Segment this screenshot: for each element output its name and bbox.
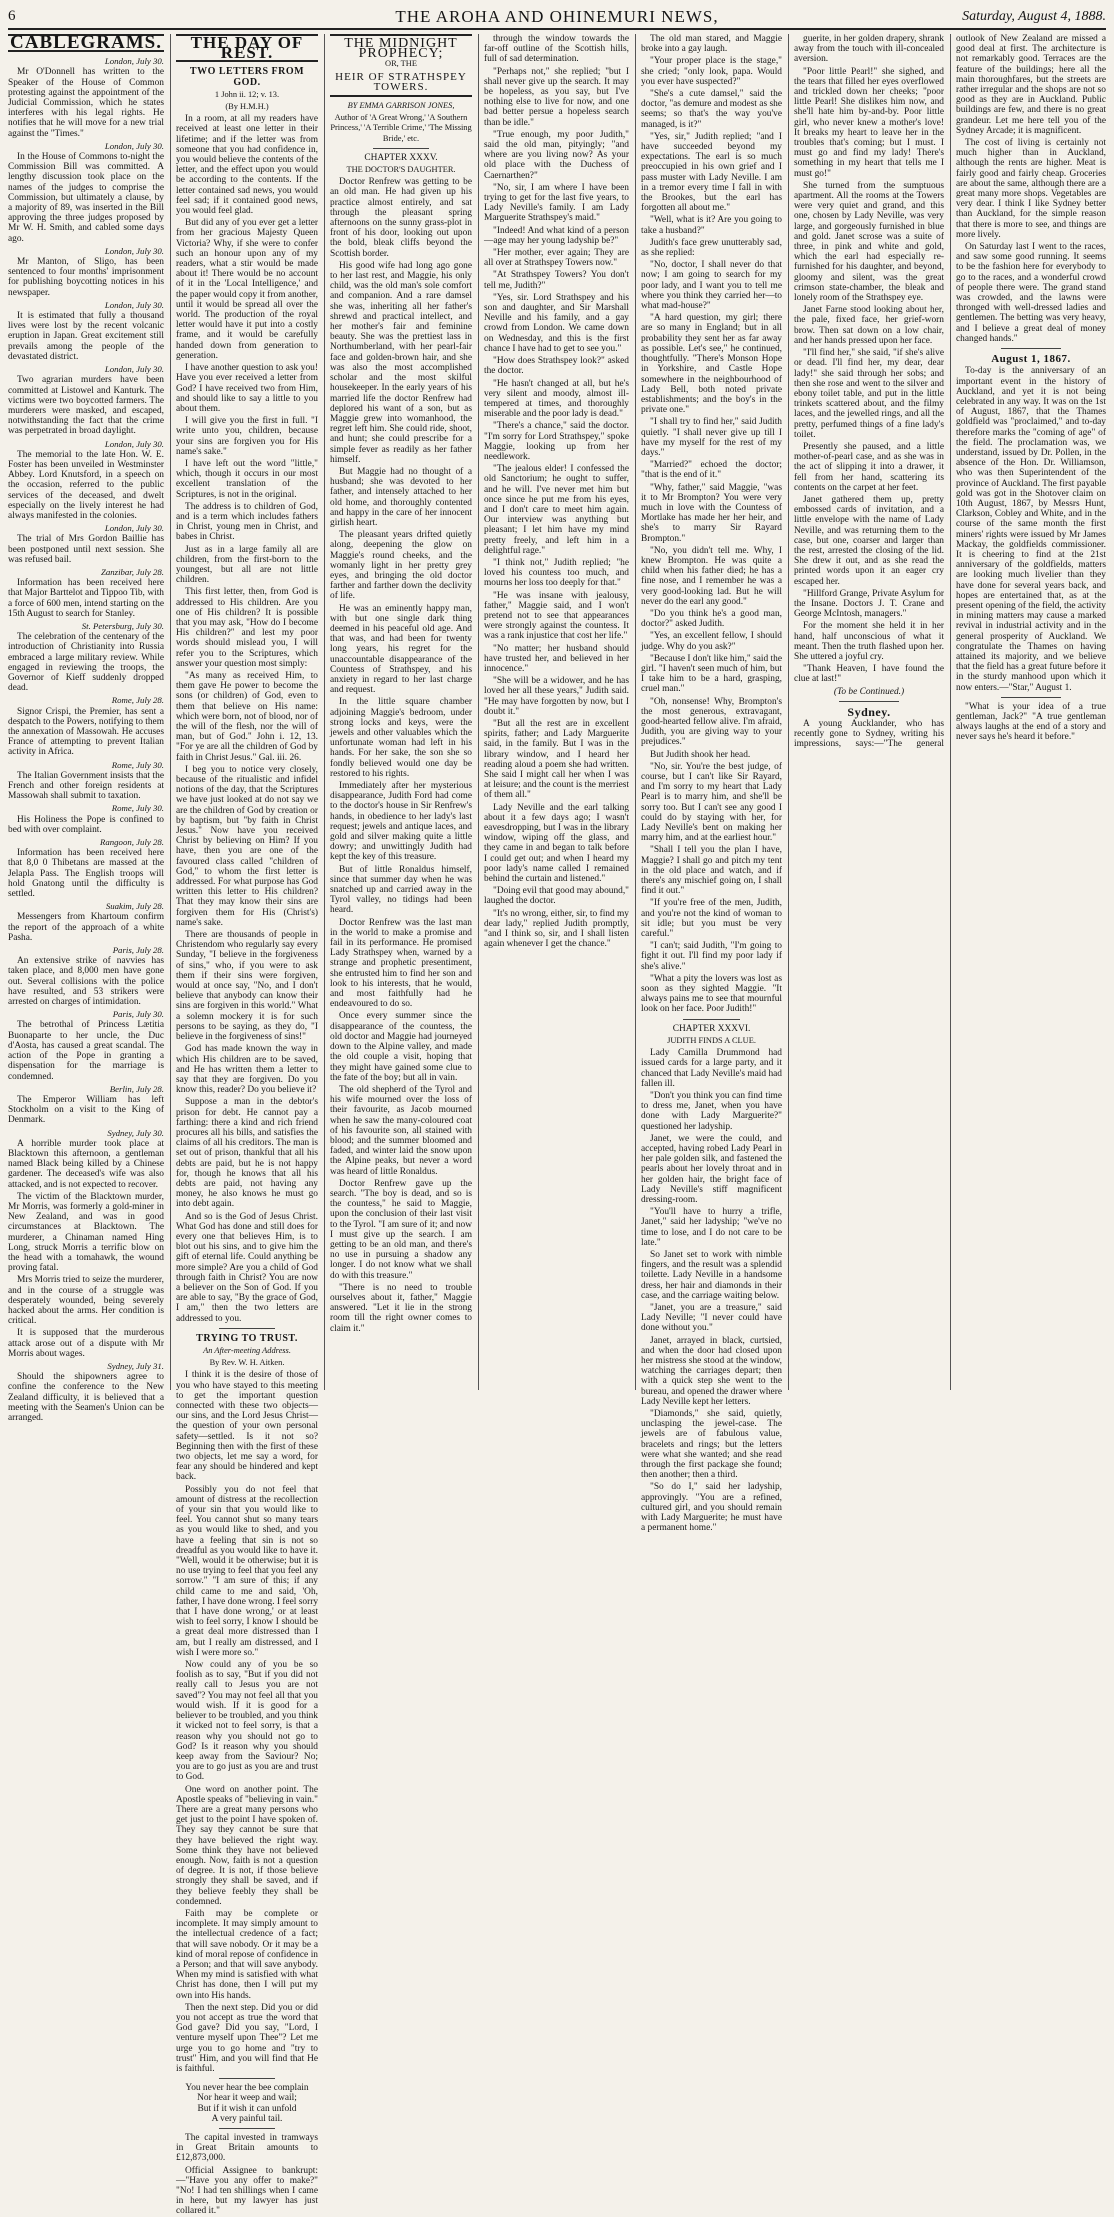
paragraph: "As many as received Him, to them gave He power to become the sons (or children) of God, even to them that believe on His name: which were born, not of blood, nor of the will of the flesh, nor the will of man, but of God." John i. 12, 13. "For ye are all the children of God by faith in Christ Jesus." Gal. iii. 26. <box>176 670 318 763</box>
paragraph: "No, sir. You're the best judge, of course, but I can't like Sir Rayard, and I'm sorry to my heart that Lady Pearl is to marry him, and she'll be sorry too. But I can't see any good I could do by staying with her, for Lady Neville's bent on making her marry him, and at the earliest hour." <box>641 761 782 844</box>
paragraph: In the little square chamber adjoining Maggie's bedroom, under strong locks and keys, were the jewels and other valuables which the unfortunate woman had left in his hands. For her sake, the son she so fondly believed would one day be restored to his rights. <box>330 697 472 779</box>
verse-line: You never hear the bee complain <box>185 2083 309 2094</box>
divider <box>219 1328 276 1329</box>
cablegram-item: Information has been received here that 8,0 0 Thibetans are massed at the Jelapla Pass. The English troops will hold Gnatong until the difficulty is settled. <box>8 848 164 900</box>
article-author: (By H.M.H.) <box>225 102 269 112</box>
dateline: London, July 30. <box>104 523 164 534</box>
paragraph: I have left out the word "little," which, though it occurs in our most excellent translation of the Scriptures, is not in the original. <box>176 458 318 500</box>
paragraph: Now could any of you be so foolish as to say, "But if you did not really call to Jesus you are not saved"? You may not feel all that you would wish. If it is good for a believer to be troubled, and you think it wicked not to feel sorry, is that a reason why you should not go to God? Is it reason why you should keep away from the Saviour? No; you are to go just as you are and trust to God. <box>176 1660 318 1783</box>
paragraph: "Perhaps not," she replied; "but I shall never give up the search. It may be hopeless, as you say, but I've nothing else to live for now, and one bad better persue a hopeless search than be idle." <box>484 66 629 128</box>
story-body <box>330 177 472 1334</box>
verse-line: But if it wish it can unfold <box>197 2103 297 2114</box>
dateline: London, July 30. <box>104 438 164 449</box>
paragraph: But Judith shook her head. <box>650 749 751 760</box>
paragraph: On Saturday last I went to the races, and saw some good running. It seems to be the fashion here for everybody to go to the races, and a wonderful crowd of people there were. The grand stand was crowded, and the lawns were thronged with well-dressed ladies and gentlemen. The betting was very heavy, and I believe a great deal of money changed hands." <box>956 242 1106 344</box>
article-author: By Rev. W. H. Aitken. <box>209 1358 285 1368</box>
paragraph: "Oh, nonsense! Why, Brompton's the most generous, extravagant, good-hearted fellow alive. I'm afraid, Judith, you are giving way to your prejudices." <box>641 696 782 748</box>
paragraph: A young Aucklander, who has recently gone to Sydney, writing his impressions, says:—"The general outlook of New Zealand are missed a good deal at first. The architecture is not remarkably good. Terraces are the feature of the buildings; here all the main thoroughfares, but the streets are rather irregular and the shops are not so good as they are in Auckland. Public buildings are few, and there is no great grandeur. Let me here tell you of the Sydney Arcade; it is magnificent. <box>794 34 1106 750</box>
cablegram-item: Information has been received here that Major Barttelot and Tippoo Tib, with a force of 600 men, intend starting on the 15th August to search for Stanley. <box>8 578 164 619</box>
cablegram-item: Messengers from Khartoum confirm the report of the approach of a white Pasha. <box>8 912 164 943</box>
august-heading: August 1, 1867. <box>991 353 1071 366</box>
paragraph: "Indeed! And what kind of a person—age may her young ladyship be?" <box>484 225 629 246</box>
page-header <box>8 6 1106 30</box>
to-be-continued: (To be Continued.) <box>833 686 905 697</box>
paragraph: "You'll have to hurry a trifle, Janet," said her ladyship; "we've no time to lose, and I do not care to be late." <box>641 1207 782 1248</box>
day-of-rest-title: THE DAY OF REST. <box>176 34 318 62</box>
divider <box>1001 697 1061 698</box>
paragraph: Faith may be complete or incomplete. It may simply amount to the intellectual credence of a fact; that will save nobody. Or it may be a kind of moral repose of confidence in a Person; and that will save anybody. When my mind is satisfied with what Christ has done, then I will put my own into His hands. <box>176 1908 318 2001</box>
paragraph: "How does Strathspey look?" asked the doctor. <box>484 356 629 377</box>
dateline: Paris, July 30. <box>112 1009 164 1020</box>
paragraph: Official Assignee to bankrupt:—"Have you any offer to make?" "No! I had ten shillings when I came in here, but my lawyer has just collared it." <box>176 2165 318 2217</box>
dateline: Sydney, July 30. <box>107 1127 164 1138</box>
paragraph: His good wife had long ago gone to her last rest, and Maggie, his only child, was the old man's sole comfort and companion. And a rare damsel she was, inheriting all her father's shrewd and practical intellect, and her mother's fair and feminine beauty. She was the prettiest lass in Northumberland, with her pearl-fair face and golden-brown hair, and she was also the most accomplished scholar and the most skilful housekeeper. In the early years of his married life the doctor Renfrew had deplored his want of a son, but as Maggie grew into womanhood, the regret left him. She could ride, shoot, and hunt; she could prescribe for a simple fever as readily as her father himself. <box>330 260 472 465</box>
dateline: Zanzibar, July 28. <box>100 566 164 577</box>
paragraph: He was an eminently happy man, with but one single dark thing deemed in his peaceful old age. And that was, and had been for twenty long years, his regret for the unaccountable disappearance of the Countess of Strathspey, and his anxiety in regard to her last charge and request. <box>330 603 472 696</box>
section-heading: TRYING TO TRUST. <box>196 1332 298 1344</box>
masthead: THE AROHA AND OHINEMURI NEWS, <box>395 7 719 26</box>
cablegram-item: The Emperor William has left Stockholm on a visit to the King of Denmark. <box>8 1094 164 1126</box>
cablegram-item: Should the shipowners agree to confine the conference to the New Zealand difficulty, it is believed that a meeting with the Seamen's Union can be arranged. <box>8 1372 164 1423</box>
chapter-number: CHAPTER XXXV. <box>364 152 438 163</box>
cablegram-item: It is supposed that the murderous attack arose out of a dispute with Mr Morris about wages. <box>8 1328 164 1359</box>
paragraph: "Doing evil that good may abound," laughed the doctor. <box>484 886 629 907</box>
paragraph: But did any of you ever get a letter from her gracious Majesty Queen Victoria? Why, if she were to confer such an honour upon any of my readers, what a stir would be made about it! There would be no account of it in the 'Local Intelligence,' and the paper would copy it from another, until it would be spread all over the world. The production of the royal letter would have it put into a costly frame, and it would be carefully handed down from generation to generation. <box>176 218 318 361</box>
paragraph: But of little Ronaldus himself, since that summer day when he was snatched up and carried away in the Tyrol valley, no tidings had been heard. <box>330 864 472 916</box>
paragraph: "Why, father," said Maggie, "was it to Mr Brompton? You were very much in love with the Countess of Mortlake has made her her heir, and she's to marry Sir Rayard Brompton." <box>641 482 782 544</box>
sydney-heading: Sydney. <box>847 704 891 719</box>
divider <box>1001 348 1061 349</box>
story-body <box>794 34 944 685</box>
paragraph: "No matter; her husband should have trusted her, and believed in her innocence." <box>484 643 629 674</box>
paragraph: "Your proper place is the stage," she cried; "only look, papa. Would you ever have suspected?" <box>641 56 782 87</box>
paragraph: "Do you think he's a good man, doctor?" asked Judith. <box>641 608 782 630</box>
story-body <box>641 1048 782 1533</box>
paragraph: The old shepherd of the Tyrol and his wife mourned over the loss of their favourite, as Jacob mourned when he saw the many-coloured coat of his favourite son, all stained with blood; and the summer bloomed and faded, and winter laid the snow upon the Alpine peaks, but never a word was heard of little Ronaldus. <box>330 1084 472 1177</box>
paragraph: Doctor Renfrew gave up the search. "The boy is dead, and so is the countess," he said to Maggie, upon the conclusion of their last visit to the Tyrol. "I am sure of it; and now I must give up the search. I am getting to be an old man, and there's no use in pursuing a shadow any longer. I do not know what we shall do with this treasure." <box>330 1178 472 1281</box>
dateline: London, July 30. <box>104 140 164 151</box>
paragraph: In a room, at all my readers have received at least one letter in their lifetime; and if the letter was from someone that you had confidence in, you would believe the contents of the letter, and the effect upon you would be according to the contents. If the letter contained sad news, you would feel sad; if it contained good news, you would feel glad. <box>176 114 318 217</box>
serial-story-column <box>330 34 472 1390</box>
divider <box>683 1019 739 1020</box>
article-body <box>176 114 318 1324</box>
paragraph: "I'll find her," she said, "if she's alive or dead. I'll find her, my dear, dear lady!" she said through her sobs; and then she rose and went to the silver and ebony toilet table, and put in the little trinkets scattered about, and the filmy laces, and the jewelled rings, and all the pretty, perfumed things of a fine lady's toilet. <box>794 348 944 440</box>
paragraph: "He was insane with jealousy, father," Maggie said, and I won't pretend not to see that appearances were strongly against the countess. It was a rank injustice that cost her life." <box>484 590 629 642</box>
article-body <box>176 1370 318 2074</box>
scripture-reference: 1 John ii. 12; v. 13. <box>214 89 280 99</box>
paragraph: "No, doctor, I shall never do that now; I am going to search for my poor lady, and I want you to tell me where you think they carried her—to what mad-house?" <box>641 260 782 312</box>
paragraph: "She will be a widower, and he has loved her all these years," Judith said. "He may have forgotten by now, but I doubt it." <box>484 676 629 717</box>
dateline: London, July 30. <box>104 299 164 310</box>
paragraph: "Thank Heaven, I have found the clue at last!" <box>794 664 944 685</box>
paragraph: To-day is the anniversary of an important event in the history of Auckland, and yet it is not being celebrated in any way. It was on the 1st of August, 1867, that the Thames goldfield was "proclaimed," and to-day therefore marks the "coming of age" of the field. The proclamation was, we understand, issued by Dr. Pollen, in the absence of the Hon. Dr. Williamson, who was then Superintendent of the province of Auckland. The first payable gold was got in the Shotover claim on 10th August, 1867, by Messrs Hunt, Clarkson, Cobley and White, and in the course of the same month the first miners' rights were issued by Mr James Mackay, the goldfields commissioner. It is cheering to find at the 21st anniversary of the goldfields, matters are looking much livelier than they have done for several years back, and hopes are entertained that, as at the present opening of the field, the activity in mining matters may cause a marked revival in industrial activity and in the general prosperity of Auckland. We congratulate the Thames on having attained its majority, and we believe that the field has a great future before it in the sturdy manhood upon which it now enters.—"Star," August 1. <box>956 366 1106 693</box>
paragraph: "A hard question, my girl; there are so many in England; but in all probability they sent her as far away as possible. Let's see," he continued, thoughtfully. "There's Monson Hope in Yorkshire, and Castle Hope somewhere in the neighbourhood of Lady Bell, both noted private establishments; and the boy's in the private one." <box>641 313 782 416</box>
column-rule <box>170 34 171 1390</box>
paragraph: Possibly you do not feel that amount of distress at the recollection of your sin that you would like to feel. You cannot shut so many tears as you would like to shed, and you have a feeling that sin is not so dreadful as you would like to have it. "Well, would it be otherwise; but it is no use trying to feel that you feel any sorrow." "I am sure of this; if any child came to me and said, 'Oh, father, I have done wrong. I feel sorry that I have done wrong,' or at least wish to feel sorry, I know I should be a great deal more distressed than I am, but I really am distressed, and I wish I were more so." <box>176 1484 319 1658</box>
paragraph: Janet Farne stood looking about her, the pale, fixed face, her grief-worn brow. Then sat down on a low chair, and her hands pressed upon her face. <box>794 305 944 346</box>
cablegram-item: The memorial to the late Hon. W. E. Foster has been unveiled in Westminster Abbey. Lord Knutsford, in a speech on the occasion, referred to the public services of the deceased, and dwelt especially on the lively interest he had always manifested in the colonies. <box>8 449 164 521</box>
paragraph: "There is no need to trouble ourselves about it, father," Maggie answered. "Let it lie in the strong room till the right owner comes to claim it." <box>330 1282 472 1334</box>
paragraph: Then the next step. Did you or did you not accept as true the word that God gave? Did you say, "Lord, I venture myself upon Thee"? Let me urge you to go home and "try to trust" Him, and you will find that He is faithful. <box>176 2002 318 2074</box>
paragraph: "I shall try to find her," said Judith quietly. "I shall never give up till I have my myself for the rest of my days." <box>641 417 782 458</box>
dateline: London, July 30. <box>104 56 164 67</box>
paragraph: "What a pity the lovers was lost as soon as they sighted Maggie. "It always pains me to see that mournful look on her face. Poor Judith!" <box>641 973 782 1015</box>
paragraph: For the moment she held it in her hand, half unconscious of what it meant. Then the truth flashed upon her. She uttered a joyful cry. <box>794 621 944 662</box>
cablegram-item: The trial of Mrs Gordon Baillie has been postponed until next session. She was refused bail. <box>8 534 164 565</box>
column-rule <box>478 34 479 1390</box>
story-author-credits: Author of 'A Great Wrong,' 'A Southern Princess,' 'A Terrible Crime,' 'The Missing Bride,' etc. <box>330 113 472 143</box>
paragraph: The old man stared, and Maggie broke into a gay laugh. <box>641 34 782 55</box>
paragraph: Immediately after her mysterious disappearance, Judith Ford had come to the doctor's house in Sir Renfrew's hands, in obedience to her lady's last request; jewels and antique laces, and gold and silver making quite a little dowry; and unwittingly Judith had kept the key of this treasure. <box>330 781 472 863</box>
notes <box>176 2133 318 2217</box>
paragraph: I think it is the desire of those of you who have stayed to this meeting to get the important question connected with these two objects—our sins, and the Lord Jesus Christ—the question of your own personal safety—settled. Is it not so? Beginning then with the first of these two objects, let me say a word, for fear any should be hindered and kept back. <box>176 1370 318 1483</box>
cablegram-item: An extensive strike of navvies has taken place, and 8,000 men have gone out. Several collisions with the police have resulted, and 53 strikers were arrested on charges of intimidation. <box>8 956 164 1008</box>
cablegram-item: Mr O'Donnell has written to the Speaker of the House of Common protesting against the appointment of the Judicial Commission, which he states interferes with his legal rights. He notifies that he will move for a new trial against the "Times." <box>8 67 164 139</box>
divider <box>219 2078 276 2079</box>
paragraph: "She's a cute damsel," said the doctor, "as demure and modest as she seems; so that's the way you've managed, is it?" <box>641 89 782 130</box>
paragraph: Presently she paused, and a little mother-of-pearl case, and as she was in the act of slipping it into a drawer, it fell from her hand, scattering its contents on the carpet at her feet. <box>794 441 944 493</box>
paragraph: And so is the God of Jesus Christ. What God has done and still does for every one that believes Him, is to blot out his sins, and to give him the gift of eternal life. Could anything be more simple? Are you a child of God through faith in Christ? You are now a believer on the Son of God. If you are able to say, "By the grace of God, I am," then the two letters are addressed to you. <box>176 1211 318 1324</box>
issue-date: Saturday, August 4, 1888. <box>962 9 1106 24</box>
paragraph: I have another question to ask you! Have you ever received a letter from God? I have received two from Him, and should like to say a little to you about them. <box>176 363 318 414</box>
cablegram-item: The Italian Government insists that the French and other foreign residents at Massowah shall submit to taxation. <box>8 770 164 802</box>
paragraph: "Diamonds," she said, quietly, unclasping the jewel-case. The jewels are of fabulous value, bracelets and rings; but the letters were what she wanted; and she read through the first package she found; then another; then a third. <box>641 1409 782 1481</box>
story-byline: BY EMMA GARRISON JONES, <box>347 101 455 111</box>
divider <box>373 148 430 149</box>
paragraph: This first letter, then, from God is addressed to His children. Are you one of His children? It is possible that you may ask, "How do I become His children?" and lest my poor words should mislead you, I will refer you to the Scriptures, which answer your question most simply: <box>176 587 318 669</box>
column-rule <box>324 34 325 1390</box>
story-title-or: OR, THE <box>385 59 417 69</box>
august-article <box>956 366 1106 693</box>
dateline: Paris, July 28. <box>112 945 164 956</box>
serial-story-continued-column <box>641 34 782 1534</box>
paragraph: "Well, what is it? Are you going to take a husband?" <box>641 215 782 236</box>
dateline: Rome, July 30. <box>111 803 164 814</box>
dateline: Berlin, July 28. <box>109 1083 164 1094</box>
paragraph: Janet gathered them up, pretty embossed cards of invitation, and a little envelope with the name of Lady Neville, and was returning them to the case, but one, coarser and larger than the rest, arrested the closing of the lid. She drew it out, and as she read the printed words upon it an eager cry escaped her. <box>794 494 944 587</box>
paragraph: "Her mother, ever again; They are all over at Strathspey Towers now." <box>484 248 629 269</box>
verse <box>176 2083 318 2124</box>
paragraph: The cost of living is certainly not much higher than in Auckland, although the rents are higher. Meat is fairly good and fairly cheap. Groceries are about the same, although there are a great many more shops. Vegetables are very dear. I think I like Sydney better than Auckland, for the simple reason that there is more to see, and things are more lively. <box>956 138 1106 240</box>
verse-line: Nor hear it weep and wail; <box>197 2093 297 2104</box>
cablegram-item: It is estimated that fully a thousand lives were lost by the recent volcanic eruption in Japan. Great excitement still prevails among the people of the devastated district. <box>8 311 164 362</box>
cablegram-item: In the House of Commons to-night the Commission Bill was committed. A lengthy discussion took place on the names of the judges to comprise the Commission, but ultimately a clause, by a majority of 89, was inserted in the Bill approving the three judges proposed by Mr W. H. Smith, and cabled some days ago. <box>8 152 164 244</box>
dateline: Rome, July 30. <box>111 759 164 770</box>
dateline: Rome, July 28. <box>111 695 164 706</box>
paragraph: "I think not," Judith replied; "he loved his countess too much, and mourns her loss too deeply for that." <box>484 557 629 589</box>
footnote-joke: "What is your idea of a true gentleman, Jack?" "A true gentleman always laughs at the end of a story and never says he's heard it before." <box>956 701 1106 743</box>
paragraph: "Hillford Grange, Private Asylum for the Insane. Doctors J. T. Crane and George McIntosh, managers." <box>794 588 944 620</box>
paragraph: "But all the rest are in excellent spirits, father; and Lady Marguerite said, in the family. But I was in the library window, and I heard her reading aloud a poem she had written. She said I might call her when I was at leisure; and the count is the merriest of them all." <box>484 719 630 801</box>
column-rule <box>635 34 636 1390</box>
column-rule <box>788 34 789 1390</box>
cablegram-item: A horrible murder took place at Blacktown this afternoon, a gentleman named Black being killed by a Chinese gardener. The deceased's wife was also attacked, and is not expected to recover. <box>8 1138 164 1190</box>
cablegram-item: The victim of the Blacktown murder, Mr Morris, was formerly a gold-miner in New Zealand, and was in good circumstances at Blacktown. The murderer, a Chinaman named Hing Long, struck Morris a terrific blow on the head with a tomahawk, the wound proving fatal. <box>8 1191 164 1274</box>
paragraph: "True enough, my poor Judith," said the old man, pityingly; "and where are you living now? As your old place with the Duchess of Caernarthen?" <box>484 129 629 181</box>
paragraph: The pleasant years drifted quietly along, deepening the glow on Maggie's round cheeks, and the womanly light in her pretty grey eyes, and bringing the old doctor farther and farther down the declivity of life. <box>330 530 472 602</box>
paragraph: "Shall I tell you the plan I have, Maggie? I shall go and pitch my tent in the old place and watch, and if there's any mischief going on, I shall find it out." <box>641 845 782 897</box>
paragraph: "He hasn't changed at all, but he's very silent and moody, almost ill-tempered at times, and thoroughly miserable and the poor lady is dead." <box>484 378 629 420</box>
paragraph: So Janet set to work with nimble fingers, and the result was a splendid toilette. Lady Neville in a handsome dress, her hair and diamonds in their case, and the carriage waiting below. <box>641 1249 782 1301</box>
paragraph: Lady Neville and the earl talking about it a few days ago; I wasn't eavesdropping, but I was in the library window, wiping off the glass, and they came in and began to talk before I could get out; and when I heard my poor lady's name called I remained behind the curtain and listened." <box>484 802 629 885</box>
paragraph: through the window towards the far-off outline of the Scottish hills, full of sad determination. <box>484 34 629 65</box>
paragraph: But Maggie had no thought of a husband; she was devoted to her father, and intensely attached to her old home, and thoroughly contented and happy in the care of her innocent girlish heart. <box>330 466 472 528</box>
paragraph: "Yes, an excellent fellow, I should judge. Why do you ask?" <box>641 631 782 652</box>
paragraph: The address is to children of God, and is a term which includes fathers in Christ, young men in Christ, and babes in Christ. <box>176 501 318 543</box>
cablegram-item: The celebration of the centenary of the introduction of Christianity into Russia embraced a large military review. While engaged in reviewing the troops, the Governor of Kieff suddenly dropped dead. <box>8 632 164 694</box>
paragraph: "Don't you think you can find time to dress me, Janet, when you have done with Lady Marguerite?" questioned her ladyship. <box>641 1090 782 1132</box>
dateline: St. Petersburg, July 30. <box>81 620 164 631</box>
paragraph: Janet, we were the could, and accepted, having robed Lady Pearl in her pale golden silk, and fastened the pearls about her lovely throat and in her golden hair, the bright face of Lady Neville's stiff magnificent dressing-room. <box>641 1133 782 1205</box>
story-subtitle: HEIR OF STRATHSPEY TOWERS. <box>330 72 472 97</box>
cablegrams-column <box>8 32 164 1423</box>
paragraph: "Yes, sir. Lord Strathspey and his son and daughter, and Sir Marshall Neville and his family, and a gay crowd from London. We came down on Wednesday, and this is the first chance I have had to get to see you." <box>484 292 629 354</box>
paragraph: Janet, arrayed in black, curtsied, and when the door had closed upon her mistress she stood at the window, watching the carriages depart; then with a quick step she went to the bureau, and opened the drawer where Lady Neville kept her letters. <box>641 1335 782 1407</box>
paragraph: I will give you the first in full. "I write unto you, children, because your sins are forgiven you for His name's sake." <box>176 416 318 457</box>
paragraph: Doctor Renfrew was getting to be an old man. He had given up his practice almost entirely, and sat through the pleasant spring afternoons on the sunny grass-plot in front of his door, looking out upon the bold, bleak cliffs beyond the Scottish border. <box>330 177 472 259</box>
paragraph: Once every summer since the disappearance of the countess, the old doctor and Maggie had journeyed down to the Alpine valley, and made the old couple a visit, hoping that they might have gained some clue to the fate of the boy; but all in vain. <box>330 1011 472 1083</box>
paragraph: "The jealous elder! I confessed the old Sanctorium; he ought to suffer, and he will. I've never met him but once since he put me from his eyes, and I don't care to meet him again. Our interview was anything but pleasant; I let him have my mind pretty freely, and left him in a delightful rage." <box>484 464 629 556</box>
cablegram-item: Mr Manton, of Sligo, has been sentenced to four months' imprisonment for publishing boycotting notices in his newspaper. <box>8 257 164 298</box>
chapter-number: CHAPTER XXXVI. <box>672 1023 751 1034</box>
paragraph: "No, sir, I am where I have been trying to get for the last five years, to Lady Neville's family. I am Lady Marguerite Strathspey's maid." <box>484 182 629 224</box>
paragraph: "If you're free of the men, Judith, and you're not the kind of woman to sit idle; but you must be very careful." <box>641 898 782 940</box>
story-title: THE MIDNIGHT PROPHECY; <box>330 34 472 59</box>
paragraph: "There's a chance," said the doctor. "I'm sorry for Lord Strathspey," spoke Maggie, looking up from her needlework. <box>484 421 629 462</box>
paragraph: "Married?" echoed the doctor; "that is the end of it." <box>641 460 782 481</box>
paragraph: "At Strathspey Towers? You don't tell me, Judith?" <box>484 270 629 291</box>
dateline: Rangoon, July 28. <box>99 837 164 848</box>
paragraph: One word on another point. The Apostle speaks of "believing in vain." There are a great many persons who get just to the point I have spoken of. They say they cannot be sure that they have believed the right way. Some think they have not believed enough. Now, faith is not a question of degree. It is not, if those believe strongly they shall be saved, and if they believe feebly they shall be condemned. <box>176 1784 319 1907</box>
paragraph: I beg you to notice very closely, because of the ritualistic and infidel notions of the day, that the Scriptures we have just looked at do not say we are the children of God by creation or by baptism, but "by faith in Christ Jesus." Now have you received Christ by believing on Him? If you have, then you are one of the favoured class called "children of God," to whom the first letter is addressed. For what purpose has God written this letter to His children? That they may know their sins are forgiven them for His (Christ's) name's sake. <box>176 764 318 928</box>
paragraph: "So do I," said her ladyship, approvingly. "You are a refined, cultured girl, and you should remain with Lady Marguerite; he must have a permanent home." <box>641 1482 782 1534</box>
paragraph: God has made known the way in which His children are to be saved, and He has written them a letter to say that they are forgiven. Do you know this, reader? Do you believe it? <box>176 1044 318 1096</box>
paragraph: Judith's face grew unutterably sad, as she replied: <box>641 237 782 259</box>
paragraph: There are thousands of people in Christendom who regularly say every Sunday, "I believe in the forgiveness of sins," who, if you were to ask them if their sins were forgiven, would at once say, "No, and I don't believe that anybody can know their sins are forgiven in this world." What a solemn mockery it is for such persons to be saying, as they do, "I believe in the forgiveness of sins!" <box>176 930 318 1043</box>
paragraph: Doctor Renfrew was the last man in the world to make a promise and fail in its performance. He promised Lady Strathspey when, warned by a strange and prophetic presentiment, she entrusted him to find her son and look to his interests, that he would, and most faithfully had he endeavoured to do so. <box>330 917 472 1010</box>
chapter-title: THE DOCTOR'S DAUGHTER. <box>346 165 456 175</box>
dateline: London, July 30. <box>104 245 164 256</box>
paragraph: "Because I don't like him," said the girl. "I haven't seen much of him, but I take him to be a hard, grasping, cruel man." <box>641 653 782 695</box>
divider <box>219 2128 276 2129</box>
dateline: Sydney, July 31. <box>107 1360 164 1371</box>
paragraph: "Yes, sir," Judith replied; "and I have succeeded beyond my expectations. The earl is so much preoccupied in his own grief and I pass muster with Lady Neville. I am in a tremor every time I fall in with the Brookes, but the earl has forgotten all about me." <box>641 131 782 214</box>
cablegram-item: Two agrarian murders have been committed at Listowel and Kanturk. The victims were two boycotted farmers. The murderers were masked, and escaped, notwithstanding the fact that the crime was perpetrated in broad daylight. <box>8 375 164 437</box>
verse-line: A very painful tail. <box>211 2113 283 2124</box>
chapter-title: JUDITH FINDS A CLUE. <box>667 1035 756 1045</box>
divider <box>839 701 899 702</box>
paragraph: guerite, in her golden drapery, shrank away from the touch with ill-concealed aversion. <box>794 34 944 65</box>
paragraph: "It's no wrong, either, sir, to find my dear lady," replied Judith promptly, "and I think so, sir, and I shall listen again whenever I get the chance." <box>484 908 629 950</box>
story-body <box>641 34 782 1015</box>
cablegram-item: His Holiness the Pope is confined to bed with over complaint. <box>8 814 164 835</box>
paragraph: "No, you didn't tell me. Why, I knew Brompton. He was quite a child when his father died; he has a fine nose, and I remember he was a very good-looking lad. But he will never do the earl any good." <box>641 545 782 607</box>
paragraph: Just as in a large family all are children, from the first-born to the youngest, but all are not little children. <box>176 544 318 586</box>
paragraph: Lady Camilla Drummond had issued cards for a large party, and it chanced that Lady Neville's maid had fallen ill. <box>641 1048 782 1089</box>
cablegram-list <box>8 56 164 1423</box>
paragraph: She turned from the sumptuous apartment. All the rooms at the Towers were very quiet and grand, and this one, chosen by Lady Neville, was very large, and gorgeously furnished in blue and gold. Janet scrose was a suite of three, in pink and white and gold, which the earl had especially re-furnished for his daughter, and beyond, gloomy and silent, was the great crimson state-chamber, the bleak and lonely room of the Strathspey eye. <box>794 180 944 304</box>
dateline: London, July 30. <box>104 364 164 375</box>
cablegram-item: The betrothal of Princess Lætitia Buonaparte to her uncle, the Duc d'Aosta, has caused a great scandal. The action of the Pope in granting a dispensation for the marriage is condemned. <box>8 1020 164 1082</box>
day-of-rest-column <box>176 33 319 2217</box>
serial-story-continued-column <box>484 34 629 1390</box>
news-column <box>794 34 1106 1390</box>
cablegram-item: Mrs Morris tried to seize the murderer, and in the course of a struggle was desperately wounded, being severely hacked about the arms. Her condition is critical. <box>8 1275 164 1327</box>
article-subheading: An After-meeting Address. <box>203 1345 291 1355</box>
dateline: Suakim, July 28. <box>105 901 164 912</box>
paragraph: "Poor little Pearl!" she sighed, and the tears that filled her eyes overflowed and trickled down her cheeks; "poor little Pearl! She dislikes him now, and she'll hate him by-and-by. Poor little girl, who never knew a mother's love! It breaks my heart to leave her in the troubles that's coming; but I must. I must go and find my lady! There's something in my heart that tells me I must go!" <box>794 66 944 179</box>
page-number: 6 <box>8 8 16 24</box>
section-heading: TWO LETTERS FROM GOD. <box>189 66 305 88</box>
paragraph: "Janet, you are a treasure," said Lady Neville; "I never could have done without you." <box>641 1302 782 1334</box>
story-body <box>484 34 629 949</box>
cablegram-item: Signor Crispi, the Premier, has sent a despatch to the Powers, notifying to them the annexation of Massowah. He accuses France of attempting to prevent Italian activity in Africa. <box>8 706 164 758</box>
paragraph: Suppose a man in the debtor's prison for debt. He cannot pay a farthing: there a kind and rich friend procures all his bills, and satisfies the claims of all his creditors. The man is set out of prison, thankful that all his debts are paid, but he is not happy for, though he knows that all his debts are paid, not having any money, he also knows he must go into debt again. <box>176 1097 318 1210</box>
paragraph: "I can't; said Judith, "I'm going to fight it out. I'll find my poor lady if she's alive." <box>641 941 782 972</box>
cablegrams-title: CABLEGRAMS. <box>8 34 164 52</box>
paragraph: The capital invested in tramways in Great Britain amounts to £12,873,000. <box>176 2133 318 2164</box>
